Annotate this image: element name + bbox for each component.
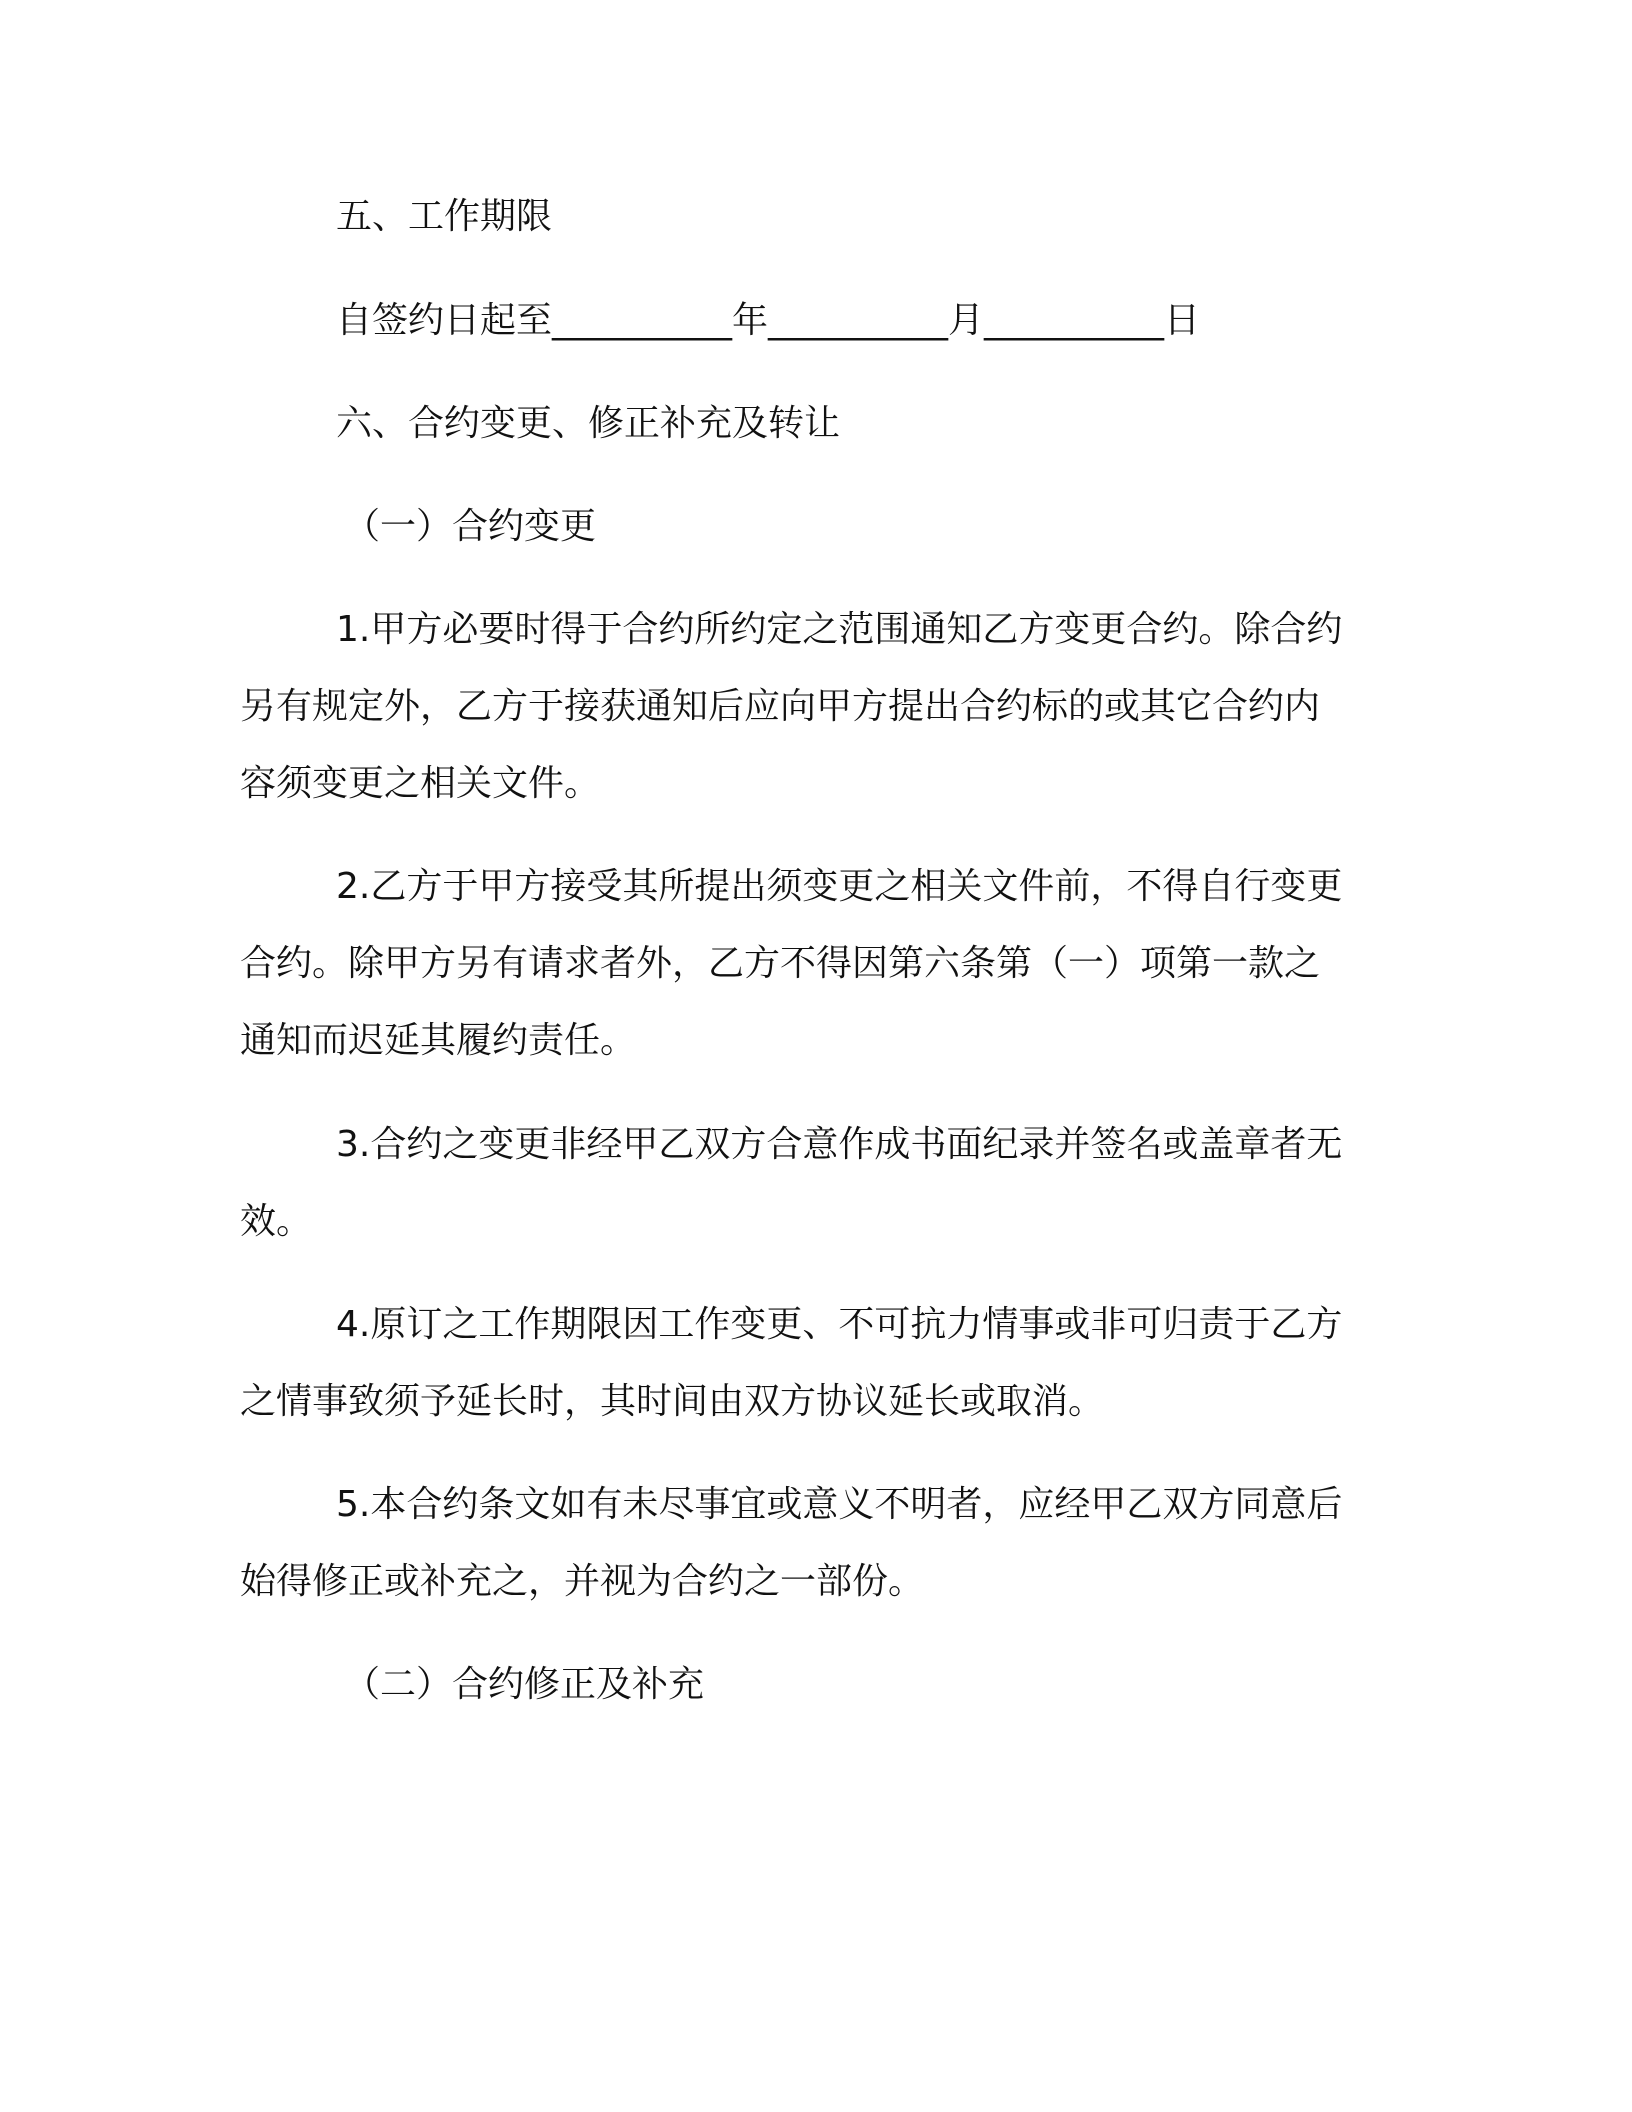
term-line: 自签约日起至__________年__________月__________日	[336, 300, 1201, 341]
subsection-1-heading: （一）合约变更	[344, 506, 597, 547]
subsection-2-heading: （二）合约修正及补充	[344, 1664, 705, 1705]
section-5-heading: 五、工作期限	[336, 196, 553, 237]
item-3-line-1: 3.合约之变更非经甲乙双方合意作成书面纪录并签名或盖章者无	[336, 1124, 1343, 1165]
item-1-line-1: 1.甲方必要时得于合约所约定之范围通知乙方变更合约。除合约	[336, 609, 1343, 650]
section-6-heading: 六、合约变更、修正补充及转让	[336, 403, 841, 444]
item-2-line-3: 通知而迟延其履约责任。	[240, 1020, 637, 1061]
item-5-line-2: 始得修正或补充之，并视为合约之一部份。	[240, 1561, 925, 1602]
item-4-line-2: 之情事致须予延长时，其时间由双方协议延长或取消。	[240, 1381, 1105, 1422]
item-2-line-1: 2.乙方于甲方接受其所提出须变更之相关文件前，不得自行变更	[336, 866, 1343, 907]
item-4-line-1: 4.原订之工作期限因工作变更、不可抗力情事或非可归责于乙方	[336, 1304, 1343, 1345]
item-5-line-1: 5.本合约条文如有未尽事宜或意义不明者，应经甲乙双方同意后	[336, 1484, 1343, 1525]
item-2-line-2: 合约。除甲方另有请求者外，乙方不得因第六条第（一）项第一款之	[240, 943, 1321, 984]
item-1-line-2: 另有规定外，乙方于接获通知后应向甲方提出合约标的或其它合约内	[240, 686, 1321, 727]
item-3-line-2: 效。	[240, 1201, 313, 1242]
item-1-line-3: 容须变更之相关文件。	[240, 763, 601, 804]
